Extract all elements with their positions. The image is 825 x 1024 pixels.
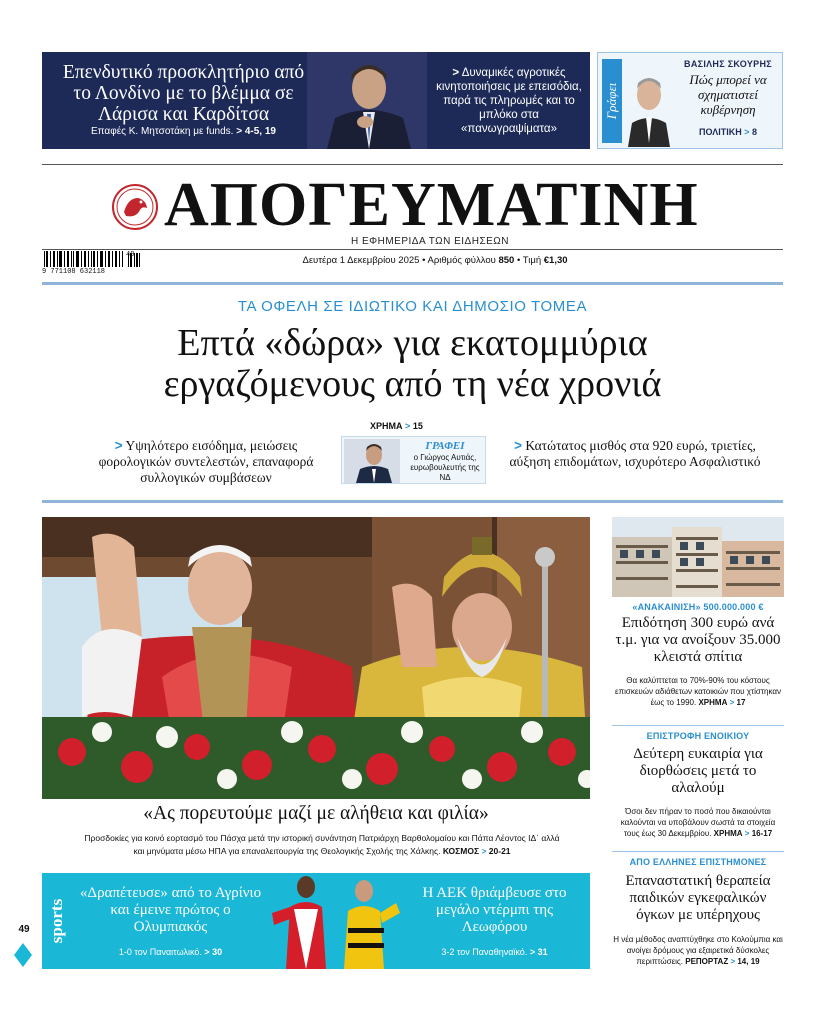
divider: [42, 249, 783, 250]
columnist-name: ΒΑΣΙΛΗΣ ΣΚΟΥΡΗΣ: [684, 59, 772, 69]
lead-section-ref[interactable]: ΧΡΗΜΑ > 15: [370, 421, 423, 431]
masthead-tagline: Η ΕΦΗΜΕΡΙΔΑ ΤΩΝ ΕΙΔΗΣΕΩΝ: [350, 236, 509, 247]
diamond-icon: [14, 943, 32, 967]
pope-patriarch-photo[interactable]: [42, 517, 590, 799]
arrow-bullet-icon: >: [514, 438, 522, 453]
rc-story-2-body: Όσοι δεν πήραν το ποσό που δικαιούνται καλούνται να υποβάλουν σωστά τα στοιχεία τους έως 30 Δεκεμβρίου. ΧΡΗΜΑ > 16-17: [620, 807, 776, 838]
author-photo: [344, 439, 400, 483]
sports-story-2[interactable]: Η ΑΕΚ θριάμβευσε στο μεγάλο ντέρμπι της Λεωφόρου: [422, 885, 567, 935]
divider: [42, 282, 783, 285]
lead-kicker: ΤΑ ΟΦΕΛΗ ΣΕ ΙΔΙΩΤΙΚΟ ΚΑΙ ΔΗΜΟΣΙΟ ΤΟΜΕΑ: [237, 298, 588, 315]
banner-subline: Επαφές Κ. Μητσοτάκη με funds. > 4-5, 19: [91, 126, 276, 137]
sports-story-1-result: 1-0 τον Παναιτωλικό. > 30: [118, 947, 223, 957]
lead-bullet-right: > Κατώτατος μισθός στα 920 ευρώ, τριετίες, αύξηση επιδομάτων, ισχυρότερο Ασφαλιστικό: [509, 438, 761, 469]
divider: [42, 164, 783, 165]
rc-story-1-body: Θα καλύπτεται το 70%-90% του κόστους επισκευών αδιάθετων κατοικιών που χτίστηκαν έως το 1990. ΧΡΗΜΑ > 17: [615, 676, 781, 707]
banner-headline: Επενδυτικό προσκλητήριο από το Λονδίνο με το βλέμμα σε Λάρισα και Καρδίτσα: [62, 62, 305, 125]
barcode-number: 9 771108 632118 49: [42, 251, 135, 276]
rc-story-1-headline[interactable]: Επιδότηση 300 ευρώ ανά τ.μ. για να ανοίξουν 35.000 κλειστά σπίτια: [615, 615, 781, 665]
masthead-title[interactable]: ΑΠΟΓΕΥΜΑΤΙΝΗ: [164, 171, 699, 239]
lead-headline[interactable]: Επτά «δώρα» για εκατομμύρια εργαζόμενους από τη νέα χρονιά: [163, 322, 662, 405]
rc-story-3-headline[interactable]: Επαναστατική θεραπεία παιδικών εγκεφαλικών όγκων με υπέρηχους: [625, 873, 771, 923]
sports-story-1[interactable]: «Δραπέτευσε» από το Αγρίνιο και έμεινε πρώτος ο Ολυμπιακός: [79, 885, 262, 935]
columnist-ref: ΠΟΛΙΤΙΚΗ > 8: [698, 127, 758, 137]
columnist-question: Πώς μπορεί να σχηματιστεί κυβέρνηση: [689, 72, 767, 117]
apartment-buildings-photo: [612, 517, 784, 597]
lead-author-box[interactable]: [341, 436, 486, 484]
divider: [612, 851, 784, 852]
banner-teaser: > Δυναμικές αγροτικές κινητοποιήσεις με επεισόδια, παρά τις πληρωμές και το μπλόκο στα «πανωγραψίματα»: [436, 67, 582, 135]
issue-info: Δευτέρα 1 Δεκεμβρίου 2025 • Αριθμός φύλλου 850 • Τιμή €1,30: [302, 255, 568, 266]
top-banner[interactable]: [42, 52, 590, 149]
columnist-box[interactable]: [597, 52, 783, 149]
photo-caption-title[interactable]: «Ας πορευτούμε μαζί με αλήθεια και φιλία»: [143, 803, 489, 824]
rc-story-2-headline[interactable]: Δεύτερη ευκαιρία για διορθώσεις μετά το αλαλούμ: [633, 746, 763, 796]
sports-strip[interactable]: [42, 873, 590, 969]
author-line: ο Γιώργος Αυτιάς, ευρωβουλευτής της ΝΔ: [410, 453, 480, 482]
rc-story-3-kicker: ΑΠΟ ΕΛΛΗΝΕΣ ΕΠΙΣΤΗΜΟΝΕΣ: [629, 857, 767, 867]
rc-story-3-body: Η νέα μέθοδος αναπτύχθηκε στο Κολούμπια και ανοίγει δρόμους για εξαιρετικά δύσκολες περιπτώσεις. ΡΕΠΟΡΤΑΖ > 14, 19: [613, 935, 783, 966]
columnist-photo: [626, 65, 672, 147]
rc-story-1-kicker: «ΑΝΑΚΑΙΝΙΣΗ» 500.000.000 €: [632, 602, 764, 612]
masthead-seal-icon: [112, 184, 158, 230]
author-tag: ΓΡΑΦΕΙ: [425, 440, 465, 452]
prime-minister-photo: [307, 52, 427, 149]
lead-bullet-left: > Υψηλότερο εισόδημα, μειώσεις φορολογικών συντελεστών, επαναφορά συλλογικών συμβάσεων: [98, 438, 314, 485]
arrow-bullet-icon: >: [114, 438, 123, 453]
page-number: 49: [18, 924, 30, 935]
photo-caption-text: Προσδοκίες για κοινό εορτασμό του Πάσχα μετά την ιστορική συνάντηση Πατριάρχη Βαρθολομαίου και Πάπα Λέοντος ΙΔ΄ αλλά και μηνύματα μέσω ΗΠΑ για επαναλειτουργία της Θεολογικής Σχολής της Χάλκης. ΚΟΣΜΟΣ > 20-21: [84, 833, 560, 856]
columnist-tag: Γράφει: [602, 59, 622, 143]
divider: [42, 500, 783, 503]
sports-label: sports: [42, 873, 72, 969]
divider: [612, 725, 784, 726]
footballers-photo: [264, 873, 404, 969]
rc-story-2-kicker: ΕΠΙΣΤΡΟΦΗ ΕΝΟΙΚΙΟΥ: [646, 731, 750, 741]
sports-story-2-result: 3-2 τον Παναθηναϊκό. > 31: [441, 947, 548, 957]
